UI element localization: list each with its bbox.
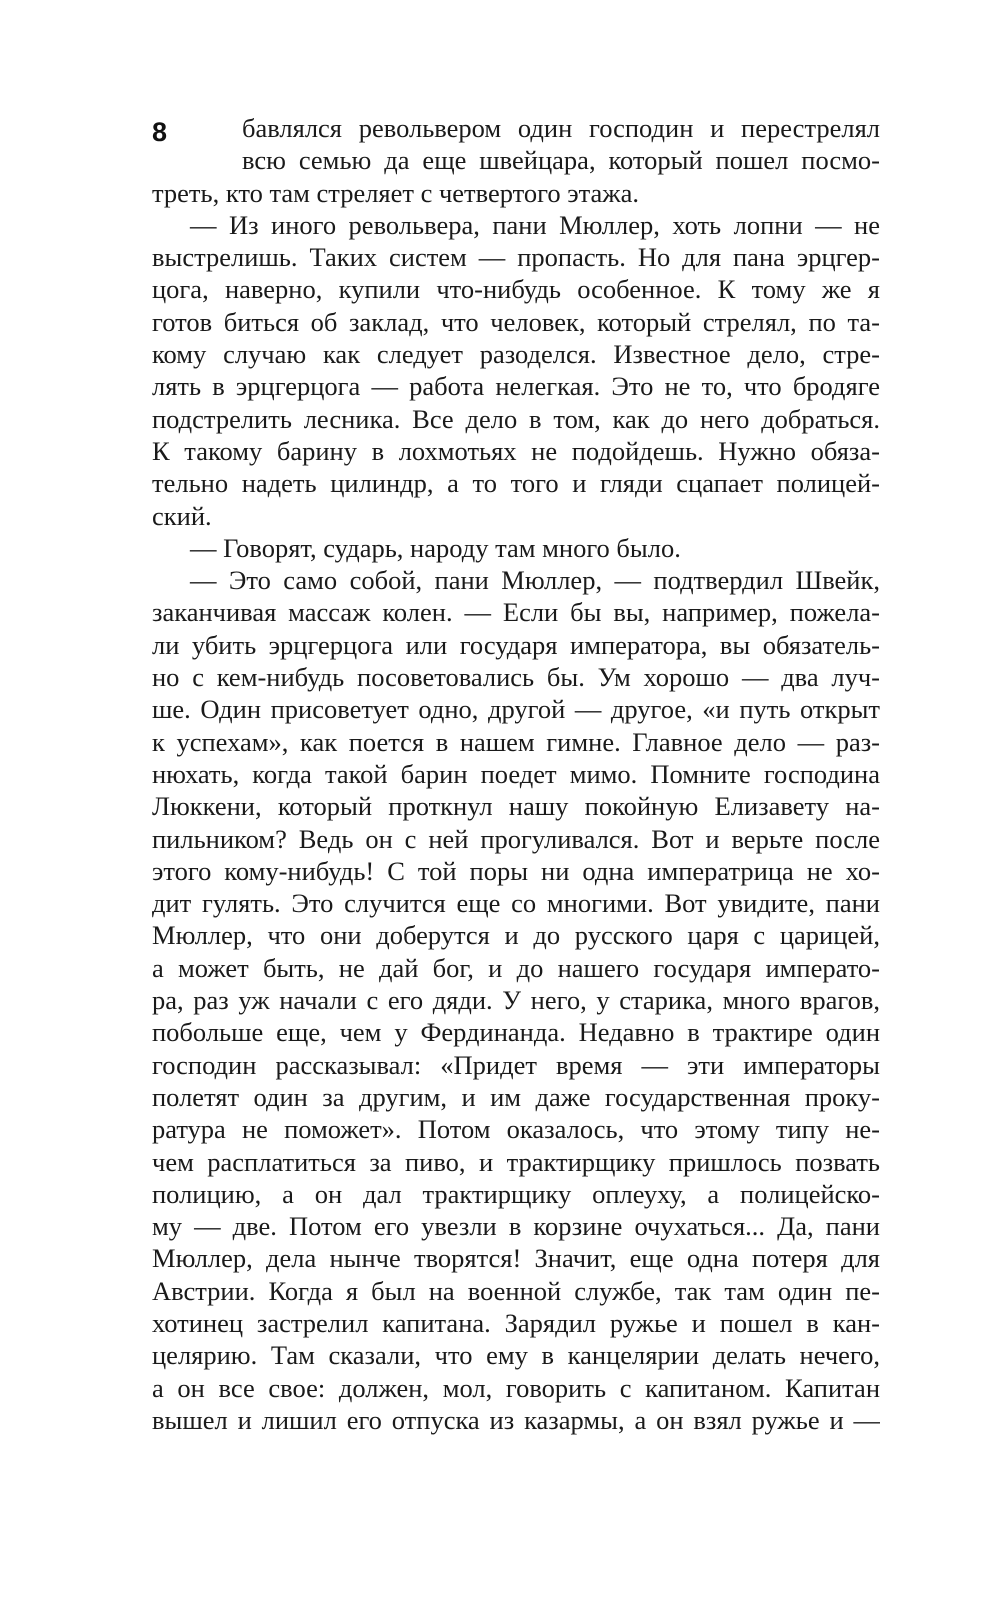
text-line: тельно надеть цилиндр, а то того и гляди сцапает полицей- bbox=[152, 468, 880, 499]
text-line: ра, раз уж начали с его дяди. У него, у старика, много врагов, bbox=[152, 985, 880, 1016]
text-line: — Говорят, сударь, народу там много было. bbox=[190, 532, 681, 563]
text-line: ратура не поможет». Потом оказалось, что этому типу не- bbox=[152, 1114, 880, 1145]
body-text bbox=[152, 112, 880, 1436]
text-line: Мюллер, что они доберутся и до русского царя с царицей, bbox=[152, 920, 880, 951]
text-line: господин рассказывал: «Придет время — эти императоры bbox=[152, 1049, 880, 1080]
text-line: заканчивая массаж колен. — Если бы вы, например, пожела- bbox=[152, 597, 880, 628]
text-line: а он все свое: должен, мол, говорить с капитаном. Капитан bbox=[152, 1372, 880, 1403]
text-line: побольше еще, чем у Фердинанда. Недавно в трактире один bbox=[152, 1017, 880, 1048]
text-line: лять в эрцгерцога — работа нелегкая. Это не то, что бродяге bbox=[152, 371, 880, 402]
text-line: к успехам», как поется в нашем гимне. Главное дело — раз- bbox=[152, 726, 880, 757]
text-line: ше. Один присоветует одно, другой — другое, «и путь открыт bbox=[152, 694, 880, 725]
text-line: — Это само собой, пани Мюллер, — подтвердил Швейк, bbox=[190, 565, 880, 596]
text-line: ский. bbox=[152, 500, 212, 531]
text-line: К такому барину в лохмотьях не подойдешь. Нужно обяза- bbox=[152, 435, 880, 466]
text-line: дит гулять. Это случится еще со многими. Вот увидите, пани bbox=[152, 888, 880, 919]
text-line: выстрелишь. Таких систем — пропасть. Но для пана эрцгер- bbox=[152, 242, 880, 273]
text-line: готов биться об заклад, что человек, который стрелял, по та- bbox=[152, 306, 880, 337]
text-line: подстрелить лесника. Все дело в том, как до него добраться. bbox=[152, 403, 880, 434]
text-line: треть, кто там стреляет с четвертого этажа. bbox=[152, 177, 639, 208]
page-number: 8 bbox=[152, 117, 168, 147]
text-line: полицию, а он дал трактирщику оплеуху, а полицейско- bbox=[152, 1178, 880, 1209]
text-line: ли убить эрцгерцога или государя императора, вы обязатель- bbox=[152, 629, 880, 660]
text-line: а может быть, не дай бог, и до нашего государя императо- bbox=[152, 952, 880, 983]
text-line: пильником? Ведь он с ней прогуливался. Вот и верьте после bbox=[152, 823, 880, 854]
text-line: цога, наверно, купили что-нибудь особенное. К тому же я bbox=[152, 274, 880, 305]
text-line: хотинец застрелил капитана. Зарядил ружье и пошел в кан- bbox=[152, 1307, 880, 1338]
text-line: этого кому-нибудь! С той поры ни одна императрица не хо- bbox=[152, 855, 880, 886]
text-line: но с кем-нибудь посоветовались бы. Ум хорошо — два луч- bbox=[152, 662, 880, 693]
text-line: полетят один за другим, и им даже государственная проку- bbox=[152, 1081, 880, 1112]
text-line: чем расплатиться за пиво, и трактирщику пришлось позвать bbox=[152, 1146, 880, 1177]
text-line: всю семью да еще швейцара, который пошел посмо- bbox=[242, 145, 880, 176]
text-line: нюхать, когда такой барин поедет мимо. Помните господина bbox=[152, 758, 880, 789]
text-line: кому случаю как следует разоделся. Известное дело, стре- bbox=[152, 339, 880, 370]
text-line: му — две. Потом его увезли в корзине очухаться... Да, пани bbox=[152, 1211, 880, 1242]
text-line: — Из иного револьвера, пани Мюллер, хоть лопни — не bbox=[190, 209, 880, 240]
text-line: вышел и лишил его отпуска из казармы, а он взял ружье и — bbox=[152, 1404, 880, 1435]
text-line: бавлялся револьвером один господин и перестрелял bbox=[242, 113, 880, 143]
text-line: Люккени, который проткнул нашу покойную Елизавету на- bbox=[152, 791, 880, 822]
text-line: Мюллер, дела нынче творятся! Значит, еще одна потеря для bbox=[152, 1243, 880, 1274]
text-line: Австрии. Когда я был на военной службе, так там один пе- bbox=[152, 1275, 880, 1306]
text-line: целярию. Там сказали, что ему в канцелярии делать нечего, bbox=[152, 1340, 880, 1371]
